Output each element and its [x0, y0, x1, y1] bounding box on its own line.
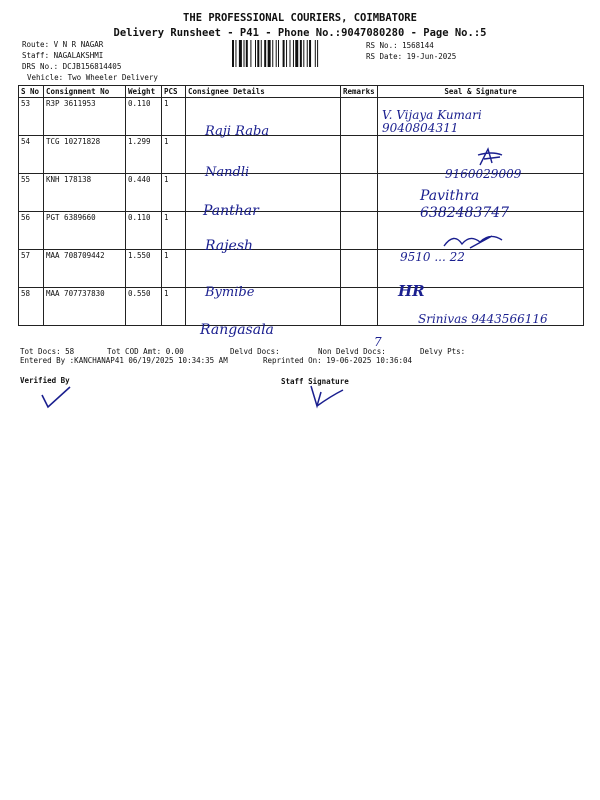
handwritten-seal: HR	[398, 282, 425, 300]
rs-date: RS Date: 19-Jun-2025	[366, 52, 457, 61]
row-pcs: 1	[162, 136, 186, 174]
handwritten-consignee: Raji Raba	[205, 124, 270, 139]
col-weight: Weight	[126, 86, 162, 98]
row-pcs: 1	[162, 212, 186, 250]
route-label: Route: V N R NAGAR	[22, 40, 104, 49]
col-consignment: Consignment No	[44, 86, 126, 98]
total-cod-amount: Tot COD Amt: 0.00	[107, 347, 184, 356]
row-weight: 1.299	[126, 136, 162, 174]
row-consignment: R3P 3611953	[44, 98, 126, 136]
row-weight: 0.550	[126, 288, 162, 326]
handwritten-seal: 9160029009	[445, 167, 522, 181]
row-remarks	[341, 250, 378, 288]
rs-number: RS No.: 1568144	[366, 41, 434, 50]
row-consignment: MAA 708709442	[44, 250, 126, 288]
non-delivered-docs: Non Delvd Docs:	[318, 347, 386, 356]
handwritten-remark: 7	[374, 335, 382, 349]
handwritten-consignee: Panthar	[203, 203, 259, 219]
staff-signature-label: Staff Signature	[281, 377, 349, 386]
table-row	[19, 250, 584, 288]
barcode	[232, 40, 356, 67]
row-sno: 54	[19, 136, 44, 174]
handwritten-seal: 9510 ... 22	[400, 250, 465, 264]
col-consignee: Consignee Details	[186, 86, 341, 98]
vehicle-label: Vehicle: Two Wheeler Delivery	[27, 73, 158, 82]
row-consignment: TCG 10271828	[44, 136, 126, 174]
handwritten-consignee: Rajesh	[205, 238, 254, 254]
col-remarks: Remarks	[341, 86, 378, 98]
handwritten-consignee: Nandli	[205, 165, 250, 180]
row-remarks	[341, 174, 378, 212]
row-remarks	[341, 136, 378, 174]
row-remarks	[341, 288, 378, 326]
table-header-row	[19, 86, 584, 98]
col-seal-signature: Seal & Signature	[378, 86, 584, 98]
col-sno: S No	[19, 86, 44, 98]
handwritten-seal: Srinivas 9443566116	[418, 312, 548, 326]
row-sno: 58	[19, 288, 44, 326]
handwritten-seal: Pavithra 6382483747	[420, 188, 510, 221]
signature-scribble	[440, 230, 510, 252]
row-sno: 57	[19, 250, 44, 288]
document-subtitle: Delivery Runsheet - P41 - Phone No.:9047080280 - Page No.:5	[113, 27, 487, 39]
col-pcs: PCS	[162, 86, 186, 98]
verified-by-label: Verified By	[20, 376, 70, 385]
delivery-points: Delvy Pts:	[420, 347, 466, 356]
document-title: THE PROFESSIONAL COURIERS, COIMBATORE	[183, 12, 417, 24]
row-remarks	[341, 212, 378, 250]
row-consignment: PGT 6389660	[44, 212, 126, 250]
row-weight: 0.110	[126, 212, 162, 250]
row-sno: 56	[19, 212, 44, 250]
delivered-docs: Delvd Docs:	[230, 347, 280, 356]
row-consignee	[186, 250, 341, 288]
staff-signature	[305, 382, 350, 410]
drs-number: DRS No.: DCJB156814405	[22, 62, 122, 71]
handwritten-consignee: Rangasala	[200, 322, 274, 338]
row-weight: 0.440	[126, 174, 162, 212]
row-pcs: 1	[162, 250, 186, 288]
row-sno: 55	[19, 174, 44, 212]
row-pcs: 1	[162, 98, 186, 136]
row-consignment: MAA 707737830	[44, 288, 126, 326]
verified-signature	[38, 385, 78, 413]
row-weight: 1.550	[126, 250, 162, 288]
row-consignment: KNH 178138	[44, 174, 126, 212]
row-pcs: 1	[162, 174, 186, 212]
handwritten-consignee: Bymibe	[205, 285, 255, 300]
row-sno: 53	[19, 98, 44, 136]
row-pcs: 1	[162, 288, 186, 326]
row-remarks	[341, 98, 378, 136]
row-weight: 0.110	[126, 98, 162, 136]
handwritten-seal: V. Vijaya Kumari 9040804311	[382, 108, 482, 135]
staff-label: Staff: NAGALAKSHMI	[22, 51, 104, 60]
total-docs: Tot Docs: 58	[20, 347, 75, 356]
entered-by: Entered By :KANCHANAP41 06/19/2025 10:34:35 AM	[20, 356, 228, 365]
reprinted-on: Reprinted On: 19-06-2025 10:36:04	[263, 356, 413, 365]
